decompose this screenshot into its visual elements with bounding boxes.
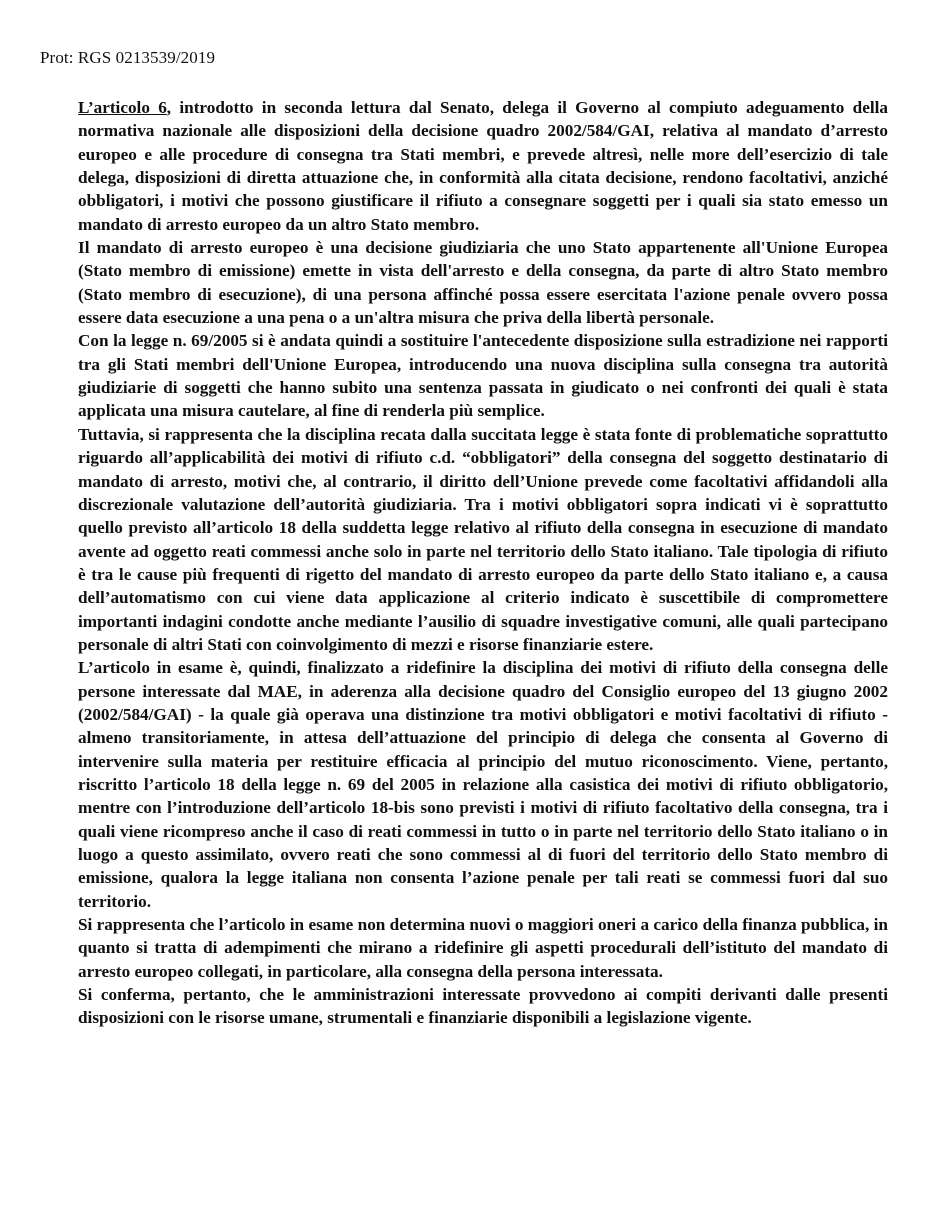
paragraph-mae-definition: Il mandato di arresto europeo è una decisione giudiziaria che uno Stato appartenente all'Unione Europea (Stato membro di emissione) emette in vista dell'arresto e della consegna, da parte di altro Stato membro (Stato membro di esecuzione), di una persona affinché possa essere esercitata l'azione penale ovvero possa essere data esecuzione a una pena o a un'altra misura che priva della libertà personale.	[78, 238, 888, 328]
article-reference: L’articolo 6	[78, 98, 167, 117]
paragraph-article-6	[78, 96, 888, 236]
document-body	[78, 96, 888, 1030]
paragraph-confirmation: Si conferma, pertanto, che le amministrazioni interessate provvedono ai compiti derivanti dalle presenti disposizioni con le risorse umane, strumentali e finanziarie disponibili a legislazione vigente.	[78, 985, 888, 1028]
paragraph-text: , introdotto in seconda lettura dal Senato, delega il Governo al compiuto adeguamento della normativa nazionale alle disposizioni della decisione quadro 2002/584/GAI, relativa al mandato d’arresto europeo e alle procedure di consegna tra Stati membri, e prevede altresì, nelle more dell’esercizio di tale delega, disposizioni di diretta attuazione che, in conformità alla citata decisione, rendono facoltativi, anziché obbligatori, i motivi che possono giustificare il rifiuto a consegnare soggetti per i quali sia stato emesso un mandato di arresto europeo da un altro Stato membro.	[78, 98, 889, 234]
paragraph-problems: Tuttavia, si rappresenta che la disciplina recata dalla succitata legge è stata fonte di problematiche soprattutto riguardo all’applicabilità dei motivi di rifiuto c.d. “obbligatori” della consegna del soggetto destinatario di mandato di arresto, motivi che, al contrario, il diritto dell’Unione prevede come facoltativi affidandoli alla discrezionale valutazione dell’autorità giudiziaria. Tra i motivi obbligatori sopra indicati vi è soprattutto quello previsto all’articolo 18 della suddetta legge relativo al rifiuto della consegna in esecuzione di mandato avente ad oggetto reati commessi anche solo in parte nel territorio dello Stato italiano. Tale tipologia di rifiuto è tra le cause più frequenti di rigetto del mandato di arresto europeo da parte dello Stato italiano e, a causa dell’automatismo con cui viene data applicazione al criterio indicato è suscettibile di compromettere importanti indagini condotte anche mediante l’ausilio di squadre investigative comuni, alle quali partecipano personale di altri Stati con coinvolgimento di mezzi e risorse finanziarie estere.	[78, 424, 888, 654]
paragraph-law-69-2005: Con la legge n. 69/2005 si è andata quindi a sostituire l'antecedente disposizione sulla estradizione nei rapporti tra gli Stati membri dell'Unione Europea, introducendo una nuova disciplina sulla consegna tra autorità giudiziarie di soggetti che hanno subito una sentenza passata in giudicato o nei confronti dei quali è stata applicata una misura cautelare, al fine di renderla più semplice.	[78, 331, 888, 421]
paragraph-article-purpose: L’articolo in esame è, quindi, finalizzato a ridefinire la disciplina dei motivi di rifiuto della consegna delle persone interessate dal MAE, in aderenza alla decisione quadro del Consiglio europeo del 13 giugno 2002 (2002/584/GAI) - la quale già operava una distinzione tra motivi obbligatori e motivi facoltativi di rifiuto - almeno transitoriamente, in attesa dell’attuazione del principio di delega che consenta al Governo di intervenire sulla materia per restituire efficacia al principio del mutuo riconoscimento. Viene, pertanto, riscritto l’articolo 18 della legge n. 69 del 2005 in relazione alla casistica dei motivi di rifiuto obbligatorio, mentre con l’introduzione dell’articolo 18-bis sono previsti i motivi di rifiuto facoltativo della consegna, tra i quali viene ricompreso anche il caso di reati commessi in tutto o in parte nel territorio dello Stato italiano o in luogo a questo assimilato, ovvero reati che sono commessi al di fuori del territorio dello Stato membro di emissione, qualora la legge italiana non consenta l’azione penale per tali reati se commessi fuori dal suo territorio.	[78, 658, 888, 911]
paragraph-no-costs: Si rappresenta che l’articolo in esame non determina nuovi o maggiori oneri a carico della finanza pubblica, in quanto si tratta di adempimenti che mirano a ridefinire gli aspetti procedurali dell’istituto del mandato di arresto europeo collegati, in particolare, alla consegna della persona interessata.	[78, 915, 888, 981]
protocol-number: Prot: RGS 0213539/2019	[40, 48, 216, 67]
